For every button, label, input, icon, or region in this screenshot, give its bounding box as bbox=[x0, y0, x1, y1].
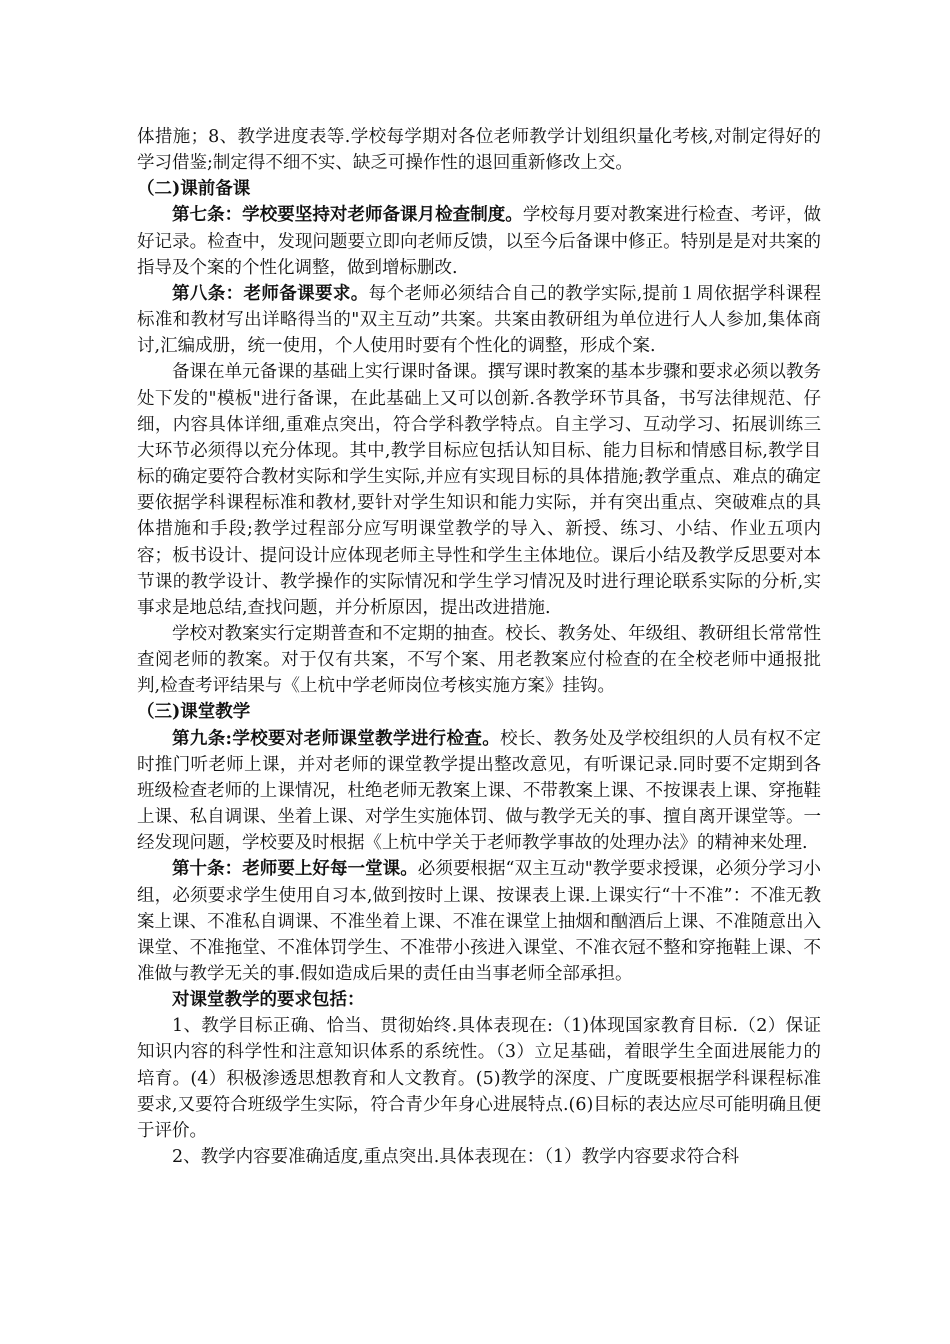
lesson-plan-paragraph: 备课在单元备课的基础上实行课时备课。撰写课时教案的基本步骤和要求必须以教务处下发的"模板"进行备课，在此基础上又可以创新.各教学环节具备，书写法律规范、仔细，内容具体详细,重难点突出，符合学科教学特点。自主学习、互动学习、拓展训练三大环节必须得以充分体现。其中,教学目标应包括认知目标、能力目标和情感目标,教学目标的确定要符合教材实际和学生实际,并应有实现目标的具体措施;教学重点、难点的确定要依据学科课程标准和教材,要针对学生知识和能力实际，并有突出重点、突破难点的具体措施和手段;教学过程部分应写明课堂教学的导入、新授、练习、小结、作业五项内容；板书设计、提问设计应体现老师主导性和学生主体地位。课后小结及教学反思要对本节课的教学设计、教学操作的实际情况和学生学习情况及时进行理论联系实际的分析,实事求是地总结,查找问题，并分析原因，提出改进措施. bbox=[137, 362, 821, 618]
article-9-title: 第九条:学校要对老师课堂教学进行检查。 bbox=[172, 728, 501, 749]
section-heading-lesson-prep: （二)课前备课 bbox=[137, 179, 251, 200]
article-10-body: 必须要根据“双主互动"教学要求授课，必须分学习小组，必须要求学生使用自习本,做到按时上课、按课表上课.上课实行“十不准”：不准无教案上课、不准私自调课、不准坐着上课、不准在课堂上抽烟和酗酒后上课、不准随意出入课堂、不准拖堂、不准体罚学生、不准带小孩进入课堂、不准衣冠不整和穿拖鞋上课、不准做与教学无关的事.假如造成后果的责任由当事老师全部承担。 bbox=[137, 859, 822, 984]
intro-paragraph: 体措施；8、教学进度表等.学校每学期对各位老师教学计划组织量化考核,对制定得好的学习借鉴;制定得不细不实、缺乏可操作性的退回重新修改上交。 bbox=[137, 127, 821, 174]
article-8-paragraph bbox=[137, 281, 821, 359]
article-9-paragraph bbox=[137, 726, 821, 857]
article-10-title: 第十条：老师要上好每一堂课。 bbox=[172, 859, 418, 880]
section-heading-classroom-teaching: （三)课堂教学 bbox=[137, 702, 251, 723]
article-7-title: 第七条：学校要坚持对老师备课月检查制度。 bbox=[172, 205, 523, 226]
article-7-body: 学校每月要对教案进行检查、考评，做好记录。检查中，发现问题要立即向老师反馈，以至今后备课中修正。特别是是对共案的指导及个案的个性化调整，做到增标删改. bbox=[137, 205, 822, 278]
document-body bbox=[137, 124, 821, 1170]
requirements-heading: 对课堂教学的要求包括： bbox=[172, 990, 365, 1011]
plan-inspection-paragraph: 学校对教案实行定期普查和不定期的抽查。校长、教务处、年级组、教研组长常常性查阅老师的教案。对于仅有共案，不写个案、用老教案应付检查的在全校老师中通报批判,检查考评结果与《上杭中学老师岗位考核实施方案》挂钩。 bbox=[137, 623, 821, 697]
article-7-paragraph bbox=[137, 202, 821, 280]
requirement-1-paragraph: 1、教学目标正确、恰当、贯彻始终.具体表现在:（1)体现国家教育目标.（2）保证知识内容的科学性和注意知识体系的系统性。（3）立足基础，着眼学生全面进展能力的培育。(4）积极渗透思想教育和人文教育。(5)教学的深度、广度既要根据学科课程标准要求,又要符合班级学生实际，符合青少年身心进展特点.(6)目标的表达应尽可能明确且便于评价。 bbox=[137, 1016, 821, 1141]
requirement-2-paragraph: 2、教学内容要准确适度,重点突出.具体表现在：（1）教学内容要求符合科 bbox=[172, 1147, 740, 1168]
article-10-paragraph bbox=[137, 856, 821, 987]
article-9-body: 校长、教务处及学校组织的人员有权不定时推门听老师上课，并对老师的课堂教学提出整改意见，有听课记录.同时要不定期到各班级检查老师的上课情况，杜绝老师无教案上课、不带教案上课、不按课表上课、穿拖鞋上课、私自调课、坐着上课、对学生实施体罚、做与教学无关的事、擅自离开课堂等。一经发现问题，学校要及时根据《上杭中学关于老师教学事故的处理办法》的精神来处理. bbox=[137, 728, 821, 854]
article-8-title: 第八条：老师备课要求。 bbox=[172, 283, 369, 304]
article-8-body: 每个老师必须结合自己的教学实际,提前１周依据学科课程标准和教材写出详略得当的"双主互动”共案。共案由教研组为单位进行人人参加,集体商讨,汇编成册，统一使用，个人使用时要有个性化的调整，形成个案. bbox=[137, 283, 822, 357]
